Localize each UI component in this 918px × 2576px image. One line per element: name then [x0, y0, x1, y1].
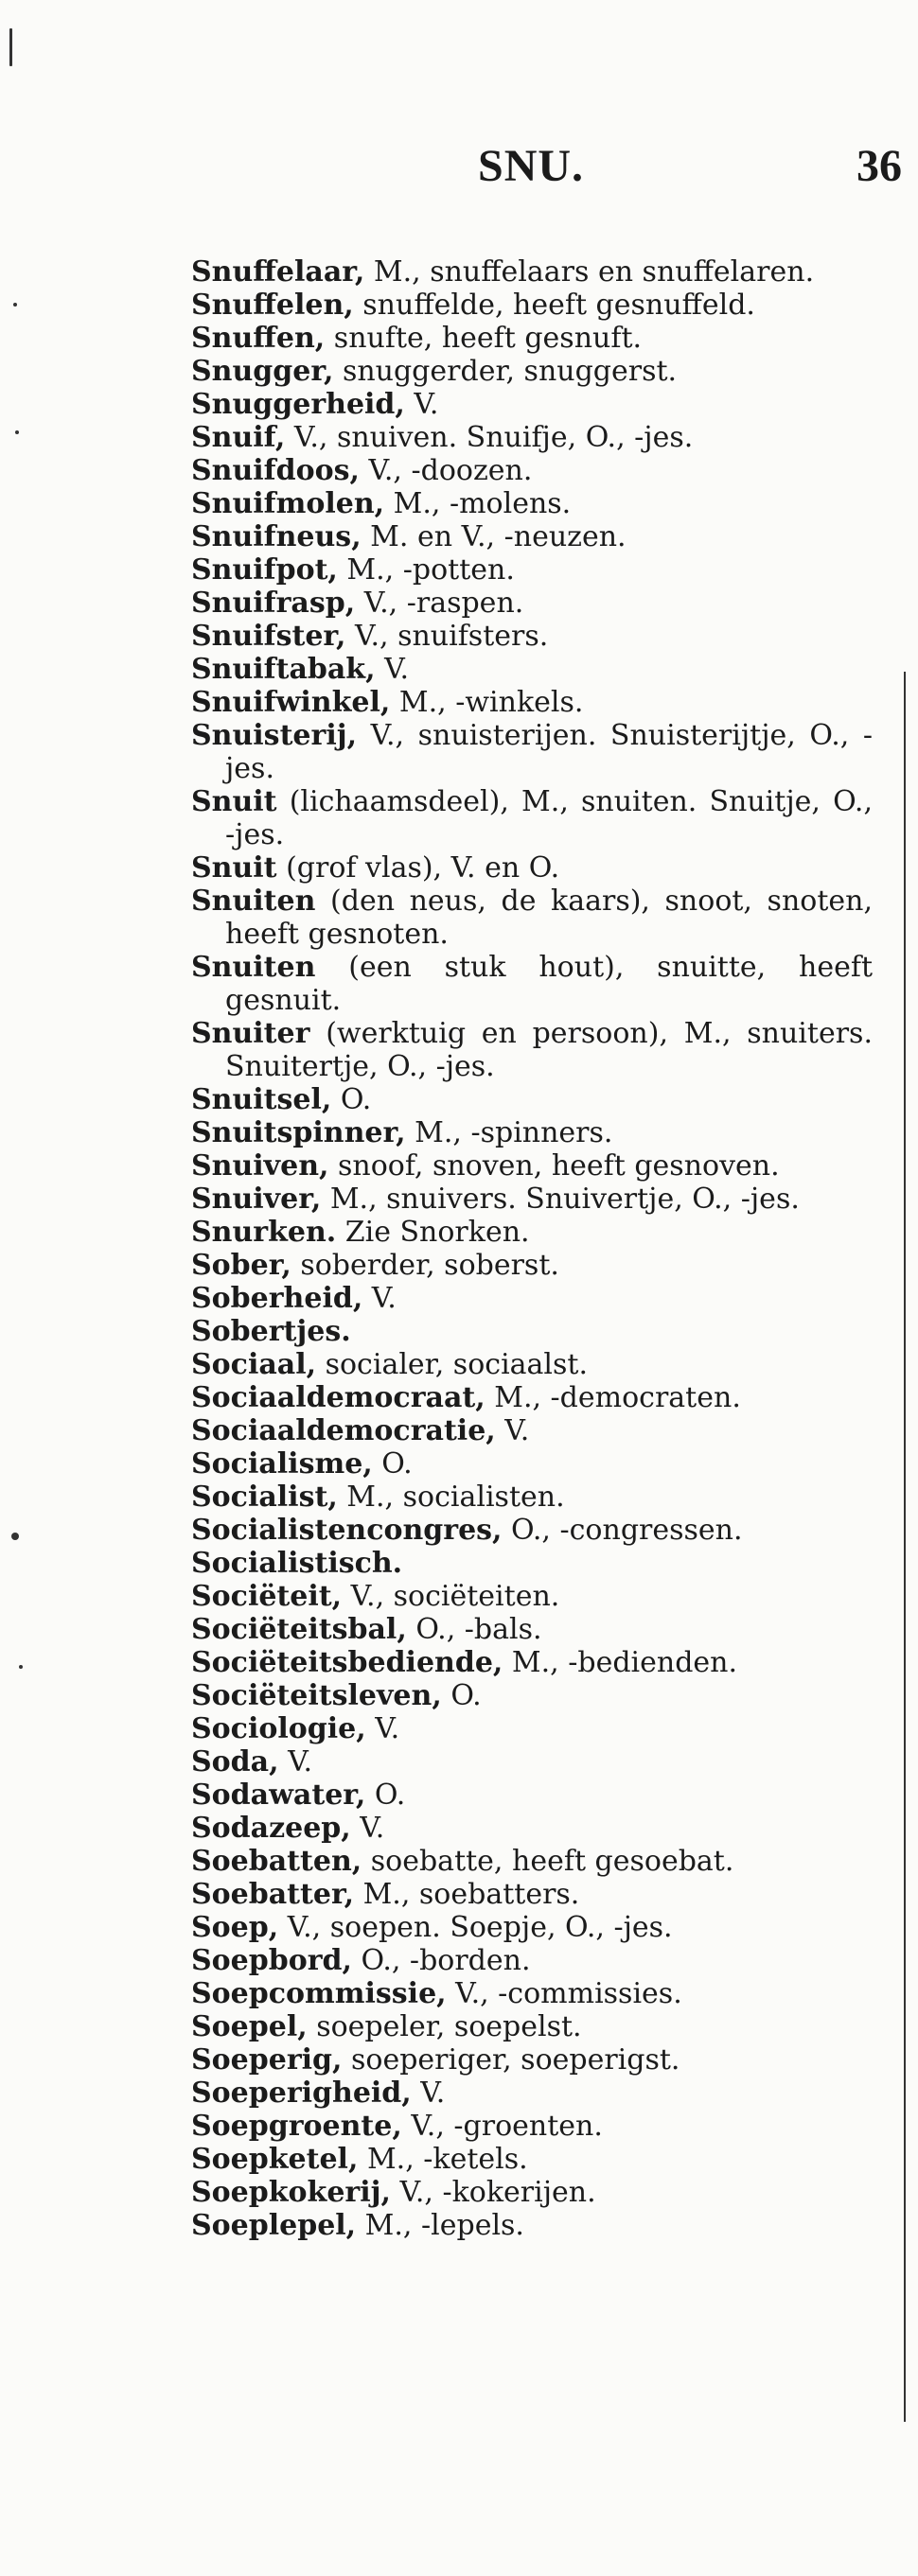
- entry-headword: Soepkokerij,: [191, 2176, 391, 2209]
- entry-headword: Soeperig,: [191, 2043, 343, 2077]
- entry-headword: Snuiftabak,: [191, 653, 376, 686]
- entry-headword: Soepel,: [191, 2010, 308, 2043]
- entry-headword: Sociëteitsleven,: [191, 1679, 442, 1712]
- entry-headword: Snugger,: [191, 355, 334, 388]
- dictionary-entry: [191, 1944, 873, 1977]
- entry-definition: V., -kokerijen.: [390, 2176, 596, 2209]
- entry-definition: socialer, sociaalst.: [316, 1348, 589, 1381]
- entry-definition: M., snuivers. Snuivertje, O., -jes.: [321, 1183, 800, 1216]
- entry-definition: O.: [441, 1679, 482, 1712]
- entry-definition: V., snuiven. Snuifje, O., -jes.: [285, 421, 694, 454]
- dictionary-entry: [191, 355, 873, 388]
- dictionary-entry: [191, 1183, 873, 1216]
- dictionary-entry: [191, 653, 873, 686]
- entry-definition: O., -borden.: [351, 1944, 531, 1977]
- dictionary-entry: [191, 686, 873, 719]
- entry-headword: Socialistisch.: [191, 1547, 403, 1580]
- page-number: 36: [856, 141, 902, 191]
- entry-headword: Snuisterij,: [191, 719, 358, 752]
- entry-headword: Soepketel,: [191, 2143, 359, 2176]
- page-title: SNU.: [478, 141, 585, 191]
- entry-definition: M., snuffelaars en snuffelaren.: [364, 255, 815, 289]
- dictionary-entry: [191, 1745, 873, 1779]
- dictionary-entry: [191, 520, 873, 553]
- entry-headword: Soda,: [191, 1745, 279, 1779]
- entry-definition: M., -molens.: [384, 487, 572, 520]
- entry-definition: snuffelde, heeft gesnuffeld.: [353, 289, 755, 322]
- entry-definition: M., socialisten.: [337, 1481, 565, 1514]
- dictionary-entry: [191, 553, 873, 587]
- entry-headword: Snuiter: [191, 1017, 310, 1050]
- entry-headword: Snuifdoos,: [191, 454, 360, 487]
- dictionary-entries: [191, 255, 873, 2242]
- entry-headword: Snuifster,: [191, 620, 346, 653]
- dictionary-entry: [191, 2043, 873, 2077]
- entry-headword: Sociëteit,: [191, 1580, 343, 1613]
- dictionary-entry: [191, 885, 873, 951]
- dictionary-entry: [191, 1679, 873, 1712]
- entry-definition: (een stuk hout), snuitte, heeft gesnuit.: [225, 951, 873, 1017]
- dictionary-entry: [191, 785, 873, 851]
- dictionary-entry: [191, 1646, 873, 1679]
- entry-headword: Soep,: [191, 1911, 279, 1944]
- dictionary-entry: [191, 1083, 873, 1116]
- dictionary-entry: [191, 1282, 873, 1315]
- dictionary-entry: [191, 454, 873, 487]
- dictionary-entry: [191, 255, 873, 289]
- entry-headword: Snuifmolen,: [191, 487, 385, 520]
- entry-definition: V.: [350, 1812, 385, 1845]
- entry-headword: Sociëteitsbediende,: [191, 1646, 503, 1679]
- entry-definition: V., -groenten.: [401, 2110, 603, 2143]
- entry-headword: Snuggerheid,: [191, 388, 405, 421]
- entry-definition: O., -congressen.: [502, 1514, 743, 1547]
- entry-definition: M., -potten.: [337, 553, 515, 587]
- entry-definition: M., -lepels.: [356, 2209, 524, 2242]
- dictionary-entry: [191, 1845, 873, 1878]
- margin-marks: [0, 0, 57, 2576]
- entry-headword: Snuit: [191, 851, 277, 885]
- dictionary-entry: [191, 719, 873, 785]
- entry-headword: Sodawater,: [191, 1779, 366, 1812]
- dictionary-entry: [191, 1249, 873, 1282]
- entry-headword: Soepcommissie,: [191, 1977, 447, 2010]
- entry-definition: V., -commissies.: [446, 1977, 682, 2010]
- entry-definition: O.: [331, 1083, 372, 1116]
- entry-headword: Soeplepel,: [191, 2209, 357, 2242]
- dictionary-entry: [191, 1447, 873, 1481]
- entry-definition: soeperiger, soeperigst.: [342, 2043, 680, 2077]
- dictionary-entry: [191, 1878, 873, 1911]
- entry-definition: soberder, soberst.: [291, 1249, 559, 1282]
- dictionary-entry: [191, 620, 873, 653]
- entry-definition: V.: [495, 1414, 530, 1447]
- dictionary-entry: [191, 1216, 873, 1249]
- entry-definition: V.: [365, 1712, 400, 1745]
- dictionary-entry: [191, 2010, 873, 2043]
- dictionary-entry: [191, 1116, 873, 1149]
- entry-definition: V., snuifsters.: [345, 620, 549, 653]
- entry-headword: Sober,: [191, 1249, 291, 1282]
- entry-headword: Snuffelen,: [191, 289, 354, 322]
- entry-definition: (lichaamsdeel), M., snuiten. Snuitje, O., -jes.: [225, 785, 873, 851]
- entry-definition: snoof, snoven, heeft gesnoven.: [328, 1149, 780, 1183]
- entry-definition: V.: [411, 2077, 446, 2110]
- entry-headword: Soberheid,: [191, 1282, 363, 1315]
- entry-headword: Sociëteitsbal,: [191, 1613, 407, 1646]
- entry-definition: V., -doozen.: [359, 454, 533, 487]
- entry-definition: soepeler, soepelst.: [307, 2010, 582, 2043]
- entry-definition: (den neus, de kaars), snoot, snoten, heeft gesnoten.: [225, 885, 873, 951]
- entry-definition: V., -raspen.: [355, 587, 524, 620]
- entry-headword: Snurken.: [191, 1216, 337, 1249]
- entry-headword: Snuiten: [191, 885, 316, 918]
- entry-headword: Soeperigheid,: [191, 2077, 412, 2110]
- entry-definition: V., snuisterijen. Snuisterijtje, O., -jes.: [225, 719, 873, 785]
- dictionary-entry: [191, 1017, 873, 1083]
- dictionary-entry: [191, 1779, 873, 1812]
- entry-headword: Snuiven,: [191, 1149, 329, 1183]
- entry-headword: Soepbord,: [191, 1944, 352, 1977]
- dictionary-entry: [191, 2176, 873, 2209]
- entry-definition: Zie Snorken.: [336, 1216, 530, 1249]
- entry-definition: M., soebatters.: [354, 1878, 580, 1911]
- entry-headword: Socialist,: [191, 1481, 338, 1514]
- entry-definition: M., -ketels.: [358, 2143, 528, 2176]
- dictionary-entry: [191, 1315, 873, 1348]
- dictionary-entry: [191, 1414, 873, 1447]
- entry-headword: Sociaaldemocratie,: [191, 1414, 496, 1447]
- entry-definition: (werktuig en persoon), M., snuiters. Snuitertje, O., -jes.: [225, 1017, 873, 1083]
- entry-definition: soebatte, heeft gesoebat.: [362, 1845, 734, 1878]
- entry-definition: O.: [365, 1779, 406, 1812]
- entry-headword: Sociaaldemocraat,: [191, 1381, 485, 1414]
- dictionary-entry: [191, 851, 873, 885]
- entry-headword: Snuffen,: [191, 322, 326, 355]
- entry-headword: Socialisme,: [191, 1447, 373, 1481]
- entry-definition: O.: [372, 1447, 413, 1481]
- entry-definition: M., -spinners.: [405, 1116, 613, 1149]
- dictionary-entry: [191, 1149, 873, 1183]
- dictionary-entry: [191, 951, 873, 1017]
- dictionary-entry: [191, 2110, 873, 2143]
- entry-definition: O., -bals.: [406, 1613, 542, 1646]
- entry-headword: Snuifrasp,: [191, 587, 356, 620]
- entry-headword: Snuifpot,: [191, 553, 338, 587]
- entry-definition: V.: [278, 1745, 313, 1779]
- entry-headword: Soebatten,: [191, 1845, 362, 1878]
- dictionary-entry: [191, 2077, 873, 2110]
- dictionary-entry: [191, 1977, 873, 2010]
- dictionary-entry: [191, 289, 873, 322]
- entry-definition: M. en V., -neuzen.: [361, 520, 627, 553]
- entry-headword: Snuit: [191, 785, 277, 818]
- dictionary-entry: [191, 1580, 873, 1613]
- dictionary-entry: [191, 1514, 873, 1547]
- dictionary-entry: [191, 487, 873, 520]
- right-margin-rule: [904, 672, 906, 2422]
- dictionary-entry: [191, 1911, 873, 1944]
- entry-headword: Snuifneus,: [191, 520, 362, 553]
- entry-headword: Sodazeep,: [191, 1812, 351, 1845]
- dictionary-entry: [191, 1812, 873, 1845]
- entry-headword: Snuifwinkel,: [191, 686, 391, 719]
- dictionary-entry: [191, 1547, 873, 1580]
- dictionary-entry: [191, 1381, 873, 1414]
- entry-definition: V., soepen. Soepje, O., -jes.: [278, 1911, 673, 1944]
- entry-definition: V., sociëteiten.: [342, 1580, 560, 1613]
- entry-headword: Sociaal,: [191, 1348, 317, 1381]
- dictionary-entry: [191, 1481, 873, 1514]
- entry-definition: (grof vlas), V. en O.: [276, 851, 560, 885]
- entry-definition: snufte, heeft gesnuft.: [325, 322, 643, 355]
- dictionary-entry: [191, 2143, 873, 2176]
- entry-definition: V.: [404, 388, 439, 421]
- entry-definition: M., -bedienden.: [503, 1646, 738, 1679]
- entry-headword: Soepgroente,: [191, 2110, 402, 2143]
- entry-headword: Soebatter,: [191, 1878, 355, 1911]
- entry-headword: Sobertjes.: [191, 1315, 351, 1348]
- entry-headword: Snuitspinner,: [191, 1116, 406, 1149]
- entry-headword: Sociologie,: [191, 1712, 366, 1745]
- entry-definition: M., -democraten.: [485, 1381, 741, 1414]
- dictionary-entry: [191, 2209, 873, 2242]
- dictionary-entry: [191, 1348, 873, 1381]
- dictionary-entry: [191, 388, 873, 421]
- dictionary-entry: [191, 1613, 873, 1646]
- entry-definition: snuggerder, snuggerst.: [333, 355, 678, 388]
- entry-headword: Snuitsel,: [191, 1083, 332, 1116]
- entry-headword: Snuiten: [191, 951, 316, 984]
- dictionary-entry: [191, 421, 873, 454]
- entry-headword: Socialistencongres,: [191, 1514, 503, 1547]
- entry-definition: V.: [375, 653, 410, 686]
- dictionary-entry: [191, 1712, 873, 1745]
- entry-headword: Snuif,: [191, 421, 286, 454]
- entry-definition: V.: [362, 1282, 397, 1315]
- entry-definition: M., -winkels.: [390, 686, 584, 719]
- entry-headword: Snuffelaar,: [191, 255, 365, 289]
- entry-headword: Snuiver,: [191, 1183, 322, 1216]
- dictionary-entry: [191, 587, 873, 620]
- dictionary-entry: [191, 322, 873, 355]
